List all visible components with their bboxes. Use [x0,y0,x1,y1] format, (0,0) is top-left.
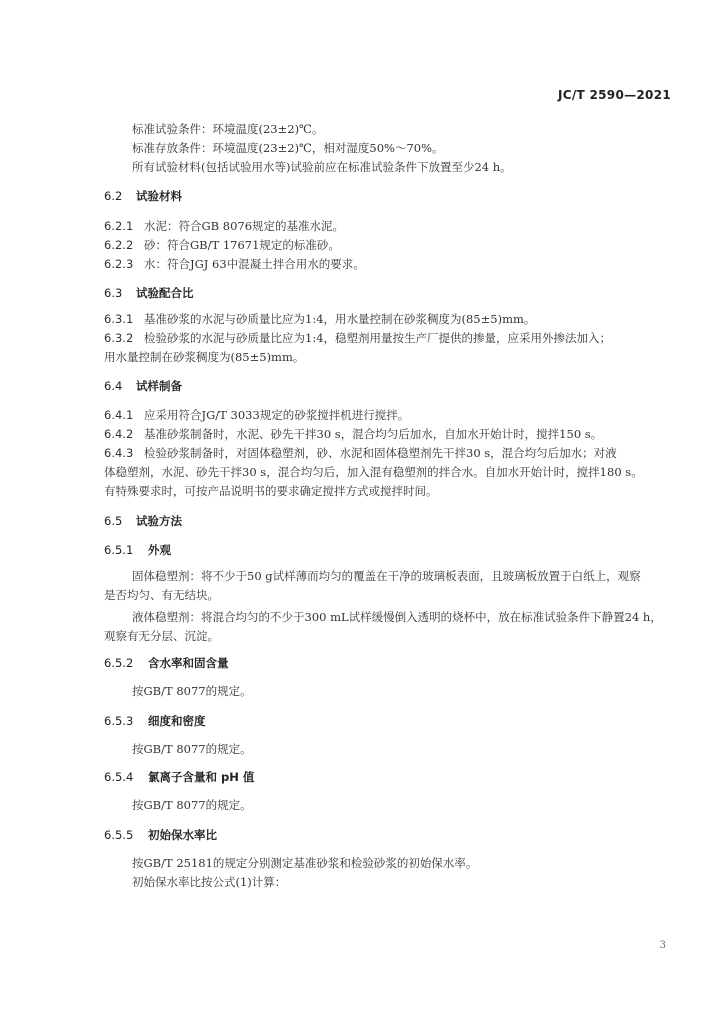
clause-number: 6.3.2 [104,331,134,345]
clause-number: 6.4.1 [104,408,134,422]
section-heading-6-5-1 [104,543,171,557]
section-title: 细度和密度 [148,714,206,728]
intro-line-1: 标准试验条件：环境温度(23±2)℃。 [132,122,324,136]
section-title: 试样制备 [136,379,182,393]
clause-text: 应采用符合JG/T 3033规定的砂浆搅拌机进行搅拌。 [144,408,410,422]
section-title: 试验方法 [136,514,182,528]
paragraph-6-5-5-line-2: 初始保水率比按公式(1)计算： [132,875,287,889]
intro-line-3: 所有试验材料(包括试验用水等)试验前应在标准试验条件下放置至少24 h。 [132,160,512,174]
clause-number: 6.4.2 [104,427,134,441]
clause-text: 检验砂浆制备时，对固体稳塑剂，砂、水泥和固体稳塑剂先干拌30 s，混合均匀后加水；对液 [144,446,617,460]
paragraph-6-5-2-text: 按GB/T 8077的规定。 [132,684,252,698]
section-title: 含水率和固含量 [148,656,229,670]
clause-number: 6.2.3 [104,257,134,271]
section-number: 6.5.3 [104,714,134,728]
section-number: 6.5.2 [104,656,134,670]
paragraph-6-3-2 [104,331,611,345]
clause-text: 基准砂浆的水泥与砂质量比应为1:4，用水量控制在砂浆稠度为(85±5)mm。 [144,312,536,326]
paragraph-6-5-4-text: 按GB/T 8077的规定。 [132,798,252,812]
section-title: 试验配合比 [136,286,194,300]
paragraph-6-2-2 [104,238,340,252]
appearance-solid-line-2: 是否均匀、有无结块。 [104,588,219,602]
section-heading-6-4 [104,379,182,393]
section-number: 6.5.1 [104,543,134,557]
paragraph-6-4-3-line-2: 体稳塑剂，水泥、砂先干拌30 s，混合均匀后，加入混有稳塑剂的拌合水。自加水开始计时，搅拌180 s。 [104,465,643,479]
section-number: 6.5.5 [104,828,134,842]
section-heading-6-5-5 [104,828,217,842]
appearance-liquid-line-2: 观察有无分层、沉淀。 [104,629,219,643]
paragraph-6-4-3-line-3: 有特殊要求时，可按产品说明书的要求确定搅拌方式或搅拌时间。 [104,484,438,498]
section-heading-6-2 [104,189,182,203]
paragraph-6-4-3 [104,446,617,460]
clause-text: 砂：符合GB/T 17671规定的标准砂。 [144,238,340,252]
clause-text: 水泥：符合GB 8076规定的基准水泥。 [144,219,345,233]
paragraph-6-4-1 [104,408,409,422]
section-title: 初始保水率比 [148,828,217,842]
clause-number: 6.2.1 [104,219,134,233]
section-number: 6.2 [104,189,123,203]
paragraph-6-2-3 [104,257,365,271]
section-title: 外观 [148,543,171,557]
document-code: JC/T 2590—2021 [557,88,671,102]
clause-text: 基准砂浆制备时，水泥、砂先干拌30 s，混合均匀后加水，自加水开始计时，搅拌150 s。 [144,427,603,441]
section-heading-6-3 [104,286,194,300]
clause-number: 6.3.1 [104,312,134,326]
section-title: 氯离子含量和 pH 值 [148,770,255,784]
section-heading-6-5-4 [104,770,254,784]
paragraph-6-3-1 [104,312,535,326]
clause-number: 6.2.2 [104,238,134,252]
appearance-solid-line-1: 固体稳塑剂：将不少于50 g试样薄而均匀的覆盖在干净的玻璃板表面，且玻璃板放置于白纸上，观察 [132,569,641,583]
paragraph-6-5-5-line-1: 按GB/T 25181的规定分别测定基准砂浆和检验砂浆的初始保水率。 [132,856,478,870]
paragraph-6-4-2 [104,427,602,441]
intro-line-2: 标准存放条件：环境温度(23±2)℃，相对湿度50%～70%。 [132,141,444,155]
clause-text: 检验砂浆的水泥与砂质量比应为1:4，稳塑剂用量按生产厂提供的掺量，应采用外掺法加入； [144,331,612,345]
section-heading-6-5-3 [104,714,206,728]
clause-number: 6.4.3 [104,446,134,460]
section-number: 6.5.4 [104,770,134,784]
section-heading-6-5 [104,514,182,528]
section-title: 试验材料 [136,189,182,203]
section-number: 6.3 [104,286,123,300]
appearance-liquid-line-1: 液体稳塑剂：将混合均匀的不少于300 mL试样缓慢倒入透明的烧杯中，放在标准试验条件下静置24 h， [132,610,662,624]
section-number: 6.5 [104,514,123,528]
clause-text: 水：符合JGJ 63中混凝土拌合用水的要求。 [144,257,365,271]
paragraph-6-2-1 [104,219,344,233]
page-number: 3 [659,940,666,951]
section-heading-6-5-2 [104,656,229,670]
paragraph-6-3-2-continued: 用水量控制在砂浆稠度为(85±5)mm。 [104,350,305,364]
section-number: 6.4 [104,379,123,393]
paragraph-6-5-3-text: 按GB/T 8077的规定。 [132,742,252,756]
